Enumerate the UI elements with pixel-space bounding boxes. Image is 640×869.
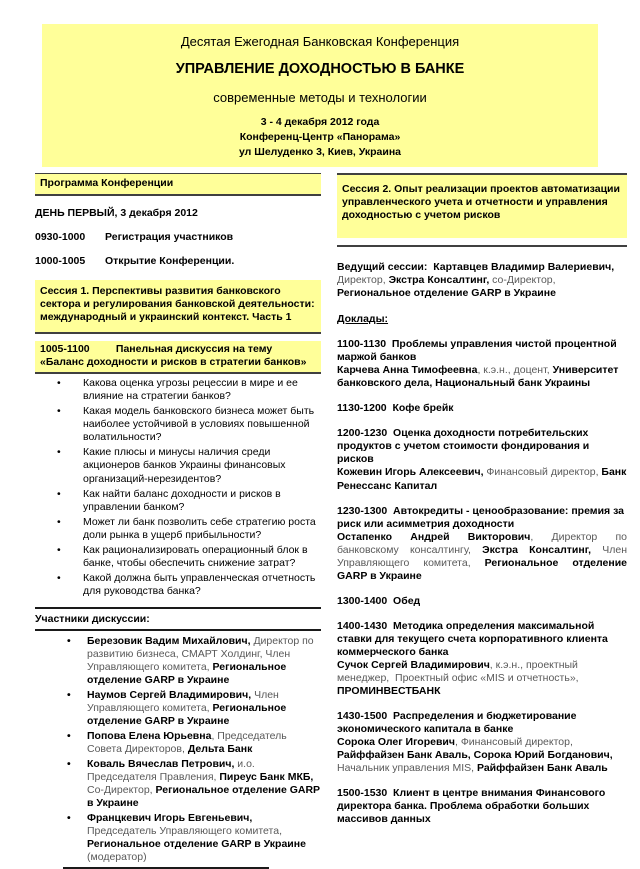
- text-run: Панельная дискуссия на тему «Баланс доходности и рисков в стратегии банков»: [40, 343, 307, 369]
- talk-item: [337, 505, 627, 583]
- reports-heading: Доклады:: [337, 313, 389, 326]
- schedule-time: 0930-1000: [35, 231, 86, 244]
- participant-item: [35, 730, 321, 756]
- conference-subtitle: современные методы и технологии: [213, 90, 427, 106]
- talk-title: 1300-1400 Обед: [337, 594, 421, 607]
- text-run: , Финансовый директор,: [454, 735, 573, 748]
- talk-item: [337, 595, 627, 608]
- text-run: Директор,: [337, 274, 386, 287]
- text-run: Карчева Анна Тимофеевна: [337, 364, 478, 377]
- participant-item: [35, 635, 321, 687]
- right-column: [337, 173, 627, 826]
- talk-speaker: [337, 531, 627, 583]
- participant-item: [35, 812, 321, 864]
- text-run: Райффайзен Банк Аваль: [474, 761, 608, 774]
- text-run: Францкевич Игорь Евгеньевич,: [87, 811, 253, 824]
- text-run: Ведущий сессии: Картавцев Владимир Валериевич,: [337, 261, 615, 274]
- question-item: • Как рационализировать операционный блок в банке, чтобы обеспечить снижение затрат?: [35, 544, 321, 570]
- question-item: • Какая модель банковского бизнеса может быть наиболее устойчивой в условиях повышенной волатильности?: [35, 405, 321, 444]
- session2-header: Сессия 2. Опыт реализации проектов автоматизации управленческого учета и отчетности и управления доходностью с учетом рисков: [337, 173, 627, 238]
- text-run: Региональное отделение GARP в Украине: [87, 783, 320, 809]
- participant-item: [35, 758, 321, 810]
- question-item: • Может ли банк позволить себе стратегию роста доли рынка в ущерб прибыльности?: [35, 516, 321, 542]
- talk-title: 1230-1300 Автокредиты - ценообразование: премия за риск или асимметрия доходности: [337, 504, 624, 530]
- text-run: Финансовый директор,: [483, 466, 599, 479]
- text-run: Начальник управления MIS,: [337, 761, 475, 774]
- conference-address: ул Шелуденко 3, Киев, Украина: [238, 145, 402, 158]
- talk-item: [337, 402, 627, 415]
- text-run: Сучок Сергей Владимирович: [337, 658, 490, 671]
- text-run: Член Управляющего комитета,: [337, 543, 628, 569]
- text-run: Университет банковского дела, Национальный банк Украины: [337, 364, 619, 390]
- participants-list: [35, 635, 321, 864]
- talks-list: [337, 338, 627, 825]
- conference-venue: Конференц-Центр «Панорама»: [239, 130, 401, 143]
- talk-item: [337, 787, 627, 826]
- text-run: Банк Ренессанс Капитал: [337, 466, 627, 492]
- conference-subject: УПРАВЛЕНИЕ ДОХОДНОСТЬЮ В БАНКЕ: [175, 61, 465, 78]
- talk-item: [337, 620, 627, 698]
- talk-title: 1430-1500 Распределения и бюджетирование экономического капитала в банке: [337, 709, 577, 735]
- talk-title: 1400-1430 Методика определения максимальной ставки для текущего счета корпоративного клиента коммерческого банка: [337, 619, 608, 658]
- text-run: Региональное отделение GARP в Украине: [337, 556, 627, 582]
- text-run: Коваль Вячеслав Петрович,: [87, 757, 235, 770]
- conference-title: Десятая Ежегодная Банковская Конференция: [180, 34, 460, 49]
- text-run: Райффайзен Банк Аваль, Сорока Юрий Богданович,: [337, 748, 613, 761]
- talk-title: 1200-1230 Оценка доходности потребительских продуктов с учетом стоимости фондирования и рисков: [337, 427, 590, 466]
- text-run: Региональное отделение GARP в Украине: [337, 287, 556, 300]
- text-run: , к.э.н., доцент,: [477, 364, 550, 377]
- panel-questions-list: [35, 377, 321, 597]
- participant-item: [35, 689, 321, 728]
- talk-speaker: [337, 364, 627, 390]
- session-moderator: [337, 261, 627, 300]
- talk-item: [337, 338, 627, 390]
- text-run: Региональное отделение GARP в Украине: [87, 701, 287, 727]
- two-column-layout: [0, 167, 640, 869]
- text-run: Попова Елена Юрьевна: [87, 729, 212, 742]
- talk-speaker: [337, 466, 627, 492]
- text-run: Сорока Олег Игоревич: [337, 735, 455, 748]
- talk-speaker: [337, 736, 627, 775]
- conference-date: 3 - 4 декабря 2012 года: [260, 116, 380, 129]
- text-run: Региональное отделение GARP в Украине: [87, 660, 287, 686]
- talk-speaker: [337, 659, 627, 698]
- divider: [337, 245, 627, 247]
- document-page: [0, 24, 640, 869]
- text-run: Наумов Сергей Владимирович,: [87, 688, 252, 701]
- text-run: Пиреус Банк МКБ,: [216, 770, 314, 783]
- talk-item: [337, 427, 627, 492]
- schedule-event: Регистрация участников: [105, 231, 234, 244]
- talk-title: 1500-1530 Клиент в центре внимания Финансового директора банка. Проблема обработки больших массивов данных: [337, 786, 606, 825]
- text-run: Член Управляющего комитета,: [87, 688, 279, 714]
- text-run: Директор по развитию бизнеса, СМАРТ Холдинг, Член Управляющего комитета,: [87, 634, 314, 673]
- question-item: • Какой должна быть управленческая отчетность для руководства банка?: [35, 572, 321, 598]
- question-item: • Какова оценка угрозы рецессии в мире и ее влияние на стратегии банков?: [35, 377, 321, 403]
- text-run: Региональное отделение GARP в Украине: [87, 837, 306, 850]
- text-run: со-Директор,: [489, 274, 556, 287]
- text-run: ПРОМИНВЕСТБАНК: [337, 684, 441, 697]
- left-column: [35, 173, 321, 869]
- participants-heading: Участники дискуссии:: [35, 607, 321, 631]
- text-run: Экстра Консалтинг,: [385, 274, 490, 287]
- text-run: , Директор по банковскому консалтингу,: [337, 530, 627, 556]
- text-run: Председатель Управляющего комитета,: [87, 824, 282, 837]
- schedule-row: [35, 231, 321, 244]
- schedule-row: [35, 255, 321, 268]
- program-header-bar: Программа Конференции: [35, 173, 321, 196]
- question-item: • Как найти баланс доходности и рисков в управлении банком?: [35, 488, 321, 514]
- panel-discussion-header: [35, 341, 321, 374]
- day-one-heading: ДЕНЬ ПЕРВЫЙ, 3 декабря 2012: [35, 207, 198, 220]
- conference-header: [42, 24, 598, 167]
- schedule-event: Открытие Конференции.: [105, 255, 235, 268]
- text-run: и.о. Председателя Правления,: [87, 757, 255, 783]
- talk-title: 1100-1130 Проблемы управления чистой процентной маржой банков: [337, 338, 617, 364]
- text-run: Березовик Вадим Михайлович,: [87, 634, 251, 647]
- text-run: , Председатель Совета Директоров,: [87, 729, 287, 755]
- talk-item: [337, 710, 627, 775]
- text-run: Остапенко Андрей Викторович: [337, 530, 531, 543]
- talk-title: 1130-1200 Кофе брейк: [337, 402, 454, 415]
- text-run: 1005-1100: [40, 343, 116, 356]
- text-run: , к.э.н., проектный менеджер, Проектный офис «MIS и отчетность»,: [337, 658, 579, 684]
- schedule-time: 1000-1005: [35, 255, 86, 268]
- text-run: Со-Директор,: [87, 783, 153, 796]
- text-run: Дельта Банк: [184, 742, 253, 755]
- text-run: Экстра Консалтинг,: [470, 543, 592, 556]
- question-item: • Какие плюсы и минусы наличия среди акционеров банков Украины финансовых организаций-нерезидентов?: [35, 446, 321, 485]
- text-run: Кожевин Игорь Алексеевич,: [337, 466, 484, 479]
- session1-header: Сессия 1. Перспективы развития банковского сектора и регулирования банковской деятельности: международный и украинский контекст. Часть 1: [35, 280, 321, 334]
- text-run: (модератор): [87, 850, 147, 863]
